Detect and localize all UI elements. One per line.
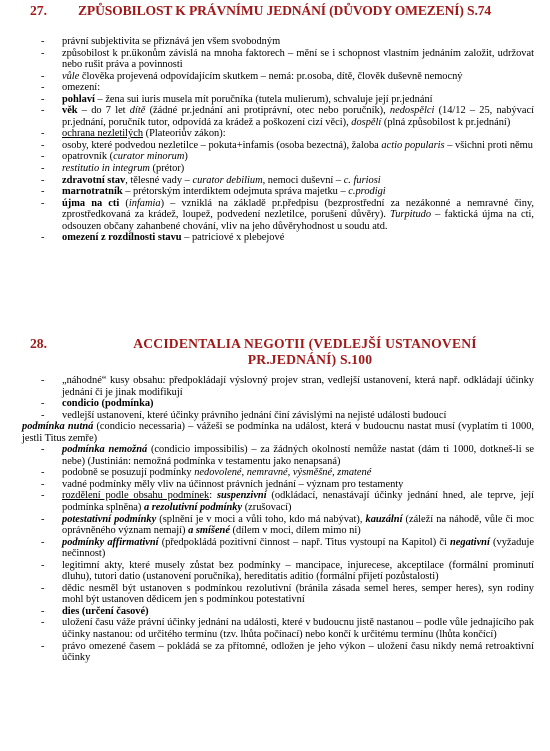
list-item: - „náhodné“ kusy obsahu: předpokládají výslovný projev stran, vedlejší ustanovení, která např. odkládají účinky jednání či je jinak modifikují	[41, 375, 534, 398]
list-item: - legitimní akty, které musely zůstat bez podmínky – mancipace, injurecese, akceptilace (formální prominutí dluhu), tutori datio (ustanovení poručníka), hereditatis aditio (formální přijetí pozůstalosti)	[41, 559, 534, 583]
list-item: - podmínka nemožná (condicio impossibilis) – za žádných okolností nemůže nastat (dám ti 1000, dotkneš-li se nebe) (Justinián: nemožná podmínka v testamentu jako nenapsaná)	[41, 444, 534, 467]
list-item: - způsobilost k pr.ükonům závislá na mnoha faktorech – mění se i schopnost vlastním jednáním založit, udržovat nebo rušit práva a povinnosti	[41, 47, 534, 71]
list-item: - podobně se posuzují podmínky nedovolené, nemravné, výsměšné, zmatené	[41, 467, 372, 479]
list-item: - podmínky affirmativní (předpokládá pozitivní činnost – např. Titus vystoupí na Kapitol) či negativní (vyžaduje nečinnost)	[41, 536, 534, 560]
list-item: - opatrovník (curator minorum)	[41, 151, 188, 163]
section-27-list	[0, 36, 550, 244]
list-item: - právní subjektivita se přiznává jen všem svobodným	[41, 36, 281, 47]
list-item: - dědic nesměl být ustanoven s podmínkou rezolutivní (bránila zásada semel heres, semper heres), syn rodiny mohl být ustanoven dědicem jen s podmínkou potestativní	[41, 582, 534, 606]
list-item: - vedlejší ustanovení, které účinky právního jednání činí závislými na nejisté události budoucí	[41, 409, 447, 421]
list-item: - pohlaví – žena sui iuris musela mít poručníka (tutela mulierum), schvaluje její pr.jednání	[41, 93, 433, 105]
list-item: - marnotratník – prétorským interdiktem odejmuta správa majetku – c.prodigi	[41, 186, 386, 198]
section-number: 28.	[30, 336, 47, 351]
list-item: - právo omezené časem – pokládá se za přítomné, odložen je jeho výkon – uložení času nikdy nemá retroaktivní účinky	[41, 640, 534, 664]
list-item: - uložení času váže právní účinky jednání na události, které v budoucnu jistě nastanou – podle vůle jednajícího pak účinky nastanou: od určitého termínu (tzv. lhůta počínací) nebo končí k určitému termínu (lhůta končící)	[41, 617, 534, 641]
list-item: - zdravotní stav, tělesné vady – curator debilium, nemoci duševní – c. furiosi	[41, 174, 381, 186]
list-item: - condicio (podmínka)	[41, 398, 154, 410]
list-item: - restitutio in integrum (prétor)	[41, 163, 185, 175]
list-item: - újma na cti (infamia) – vzniklá na základě pr.předpisu (bezprostřední za nezákonné a nemravné činy, zprostředkovaná za krádež, loupež, podvedení nezletilce, porušení důvěry). Turpitudo – faktická újma na cti, odsouzen občany zahanbené chování, vliv na jeho důvěryhodnost u soudu atd.	[41, 197, 535, 232]
list-item: - dies (určení časové)	[41, 605, 149, 617]
list-item: - vůle člověka projevená odpovídajícím skutkem – nemá: pr.osoba, dítě, člověk duševně nemocný	[41, 70, 463, 82]
section-number: 27.	[30, 3, 47, 18]
list-item: - potestativní podmínky (splnění je v moci a vůli toho, kdo má nabývat), kauzální (záleží na náhodě, vůle či moc oprávněného význam nemají) a smíšené (dílem v moci, dílem mimo ni)	[41, 513, 534, 537]
section-28-list	[0, 375, 550, 664]
list-item: - věk – do 7 let dítě (žádné pr.jednání ani protiprávní, otec nebo poručník), nedospělci (14/12 – 25, nabývací pr.jednání, poručník tutor, odpovídá za krádež a poškození cizí věci), dospělí (plná způsobilost k pr.jednání)	[41, 105, 534, 128]
list-item: - ochrana nezletilých (Plateoriův zákon):	[41, 128, 226, 140]
list-item: - omezení:	[41, 82, 101, 94]
section-title-line2: PR.JEDNÁNÍ) S.100	[247, 352, 373, 367]
list-item: - rozdělení podle obsahu podmínek: suspenzivní (odkládací, nenastávají účinky jednání hned, ale teprve, její podmínka splněna) a rezolutivní podmínky (zrušovací)	[41, 490, 534, 514]
list-item: - omezení z rozdílnosti stavu – patriciové x plebejové	[41, 232, 285, 244]
list-item: podmínka nutná (condicio necessaria) – vážeši se podmínka na událost, která v budoucnu nastat musí (vyplatím ti 1000, jestli Titus zemře)	[22, 421, 534, 444]
section-title-line1: ACCIDENTALIA NEGOTII (VEDLEJŠÍ USTANOVENÍ	[133, 336, 477, 351]
list-item: - vadné podmínky měly vliv na účinnost právních jednání – význam pro testamenty	[41, 478, 404, 490]
section-title: ZPŮSOBILOST K PRÁVNÍMU JEDNÁNÍ (DŮVODY OMEZENÍ) S.74	[78, 3, 491, 18]
list-item: - osoby, které podvedou nezletilce – pokuta+infamis (osoba bezectná), žaloba actio popularis – všichni proti němu	[41, 139, 533, 151]
